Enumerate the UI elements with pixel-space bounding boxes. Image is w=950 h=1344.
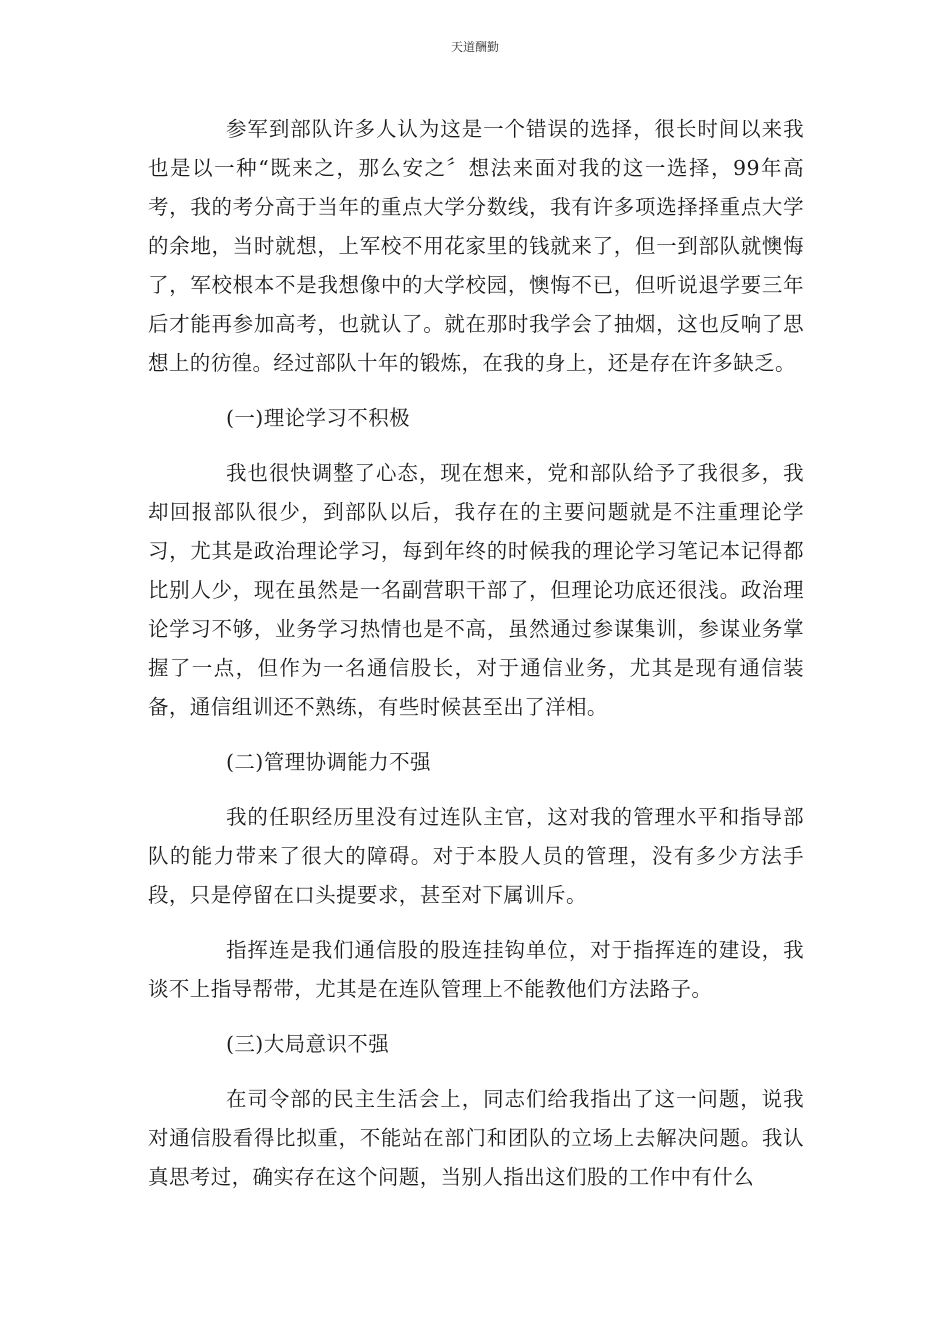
paragraph-command-company: 指挥连是我们通信股的股连挂钩单位，对于指挥连的建设，我谈不上指导帮带，尤其是在连队管理上不能教他们方法路子。 xyxy=(148,938,804,1001)
paragraph-intro: 参军到部队许多人认为这是一个错误的选择，很长时间以来我也是以一种“既来之，那么安之〞想法来面对我的这一选择，99年高考，我的考分高于当年的重点大学分数线，我有许多项选择择重点大学的余地，当时就想，上军校不用花家里的钱就来了，但一到部队就懊悔了，军校根本不是我想像中的大学校园，懊悔不已，但听说退学要三年后才能再参加高考，也就认了。就在那时我学会了抽烟，这也反响了思想上的彷徨。经过部队十年的锻炼，在我的身上，还是存在许多缺乏。 xyxy=(148,117,804,375)
document-body xyxy=(148,110,804,1213)
paragraph-management: 我的任职经历里没有过连队主官，这对我的管理水平和指导部队的能力带来了很大的障碍。对于本股人员的管理，没有多少方法手段，只是停留在口头提要求，甚至对下属训斥。 xyxy=(148,805,804,907)
paragraph-big-picture: 在司令部的民主生活会上，同志们给我指出了这一问题，说我对通信股看得比拟重，不能站在部门和团队的立场上去解决问题。我认真思考过，确实存在这个问题，当别人指出这们股的工作中有什么 xyxy=(148,1087,804,1189)
paragraph-theory-study: 我也很快调整了心态，现在想来，党和部队给予了我很多，我却回报部队很少，到部队以后，我存在的主要问题就是不注重理论学习，尤其是政治理论学习，每到年终的时候我的理论学习笔记本记得都比别人少，现在虽然是一名副营职干部了，但理论功底还很浅。政治理论学习不够，业务学习热情也是不高，虽然通过参谋集训，参谋业务掌握了一点，但作为一名通信股长，对于通信业务，尤其是现有通信装备，通信组训还不熟练，有些时候甚至出了洋相。 xyxy=(148,461,804,719)
section-heading-1: (一)理论学习不积极 xyxy=(226,406,410,430)
section-heading-2: (二)管理协调能力不强 xyxy=(226,750,431,774)
section-heading-3: (三)大局意识不强 xyxy=(226,1032,390,1056)
page-header: 天道酬勤 xyxy=(450,40,499,54)
